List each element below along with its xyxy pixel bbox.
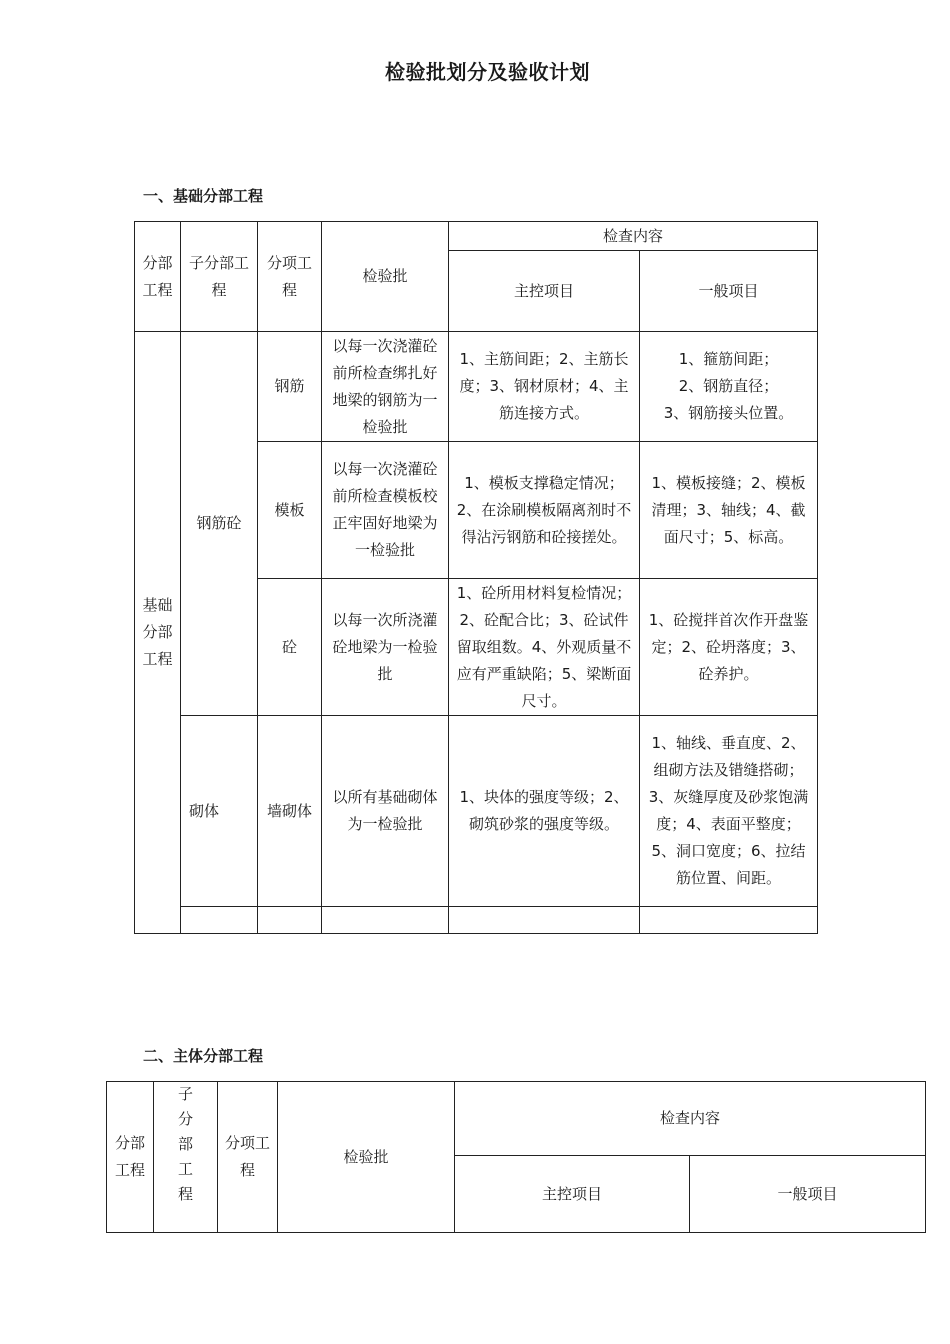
header-zifenbu-char: 工 [177,1160,193,1178]
header-fenxiang: 分项工程 [218,1082,278,1233]
empty-cell [258,907,322,934]
row-fenxiang: 模板 [258,442,322,579]
header-fenbu: 分部工程 [135,222,181,332]
empty-cell [181,907,258,934]
section-heading-main-structure: 二、主体分部工程 [143,1047,264,1065]
row-zhukong: 1、主筋间距；2、主筋长度；3、钢材原材；4、主筋连接方式。 [449,332,640,442]
header-zhukong: 主控项目 [449,251,640,332]
empty-cell [449,907,640,934]
header-zifenbu [154,1082,218,1233]
foundation-inspection-table [134,221,818,934]
header-jianyanpi: 检验批 [322,222,449,332]
section-heading-foundation: 一、基础分部工程 [143,187,264,205]
header-jiancha: 检查内容 [449,222,818,251]
header-fenbu: 分部工程 [107,1082,154,1233]
row-jianyanpi: 以每一次所浇灌砼地梁为一检验批 [322,579,449,716]
fenbu-value: 基础分部工程 [135,332,181,934]
row-fenxiang: 钢筋 [258,332,322,442]
row-jianyanpi: 以所有基础砌体为一检验批 [322,716,449,907]
row-yiban: 1、砼搅拌首次作开盘鉴定；2、砼坍落度；3、砼养护。 [640,579,818,716]
header-zifenbu-char: 部 [177,1135,193,1153]
row-zhukong: 1、模板支撑稳定情况；2、在涂刷模板隔离剂时不得沾污钢筋和砼接搓处。 [449,442,640,579]
zifenbu-rebar-concrete: 钢筋砼 [181,332,258,716]
header-fenxiang: 分项工程 [258,222,322,332]
header-zifenbu-char: 子 [177,1085,193,1103]
main-structure-inspection-table [106,1081,926,1233]
zifenbu-masonry: 砌体 [181,716,258,907]
header-jiancha: 检查内容 [455,1082,926,1156]
row-jianyanpi: 以每一次浇灌砼前所检查模板校正牢固好地梁为一检验批 [322,442,449,579]
header-zifenbu: 子分部工程 [181,222,258,332]
document-title: 检验批划分及验收计划 [385,60,590,84]
header-zifenbu-char: 分 [177,1110,193,1128]
row-zhukong: 1、块体的强度等级；2、砌筑砂浆的强度等级。 [449,716,640,907]
row-fenxiang: 砼 [258,579,322,716]
row-jianyanpi: 以每一次浇灌砼前所检查绑扎好地梁的钢筋为一检验批 [322,332,449,442]
header-zifenbu-char: 程 [177,1185,193,1203]
header-zhukong: 主控项目 [455,1156,690,1233]
empty-cell [322,907,449,934]
header-yiban: 一般项目 [690,1156,926,1233]
row-yiban: 1、箍筋间距； 2、钢筋直径； 3、钢筋接头位置。 [640,332,818,442]
header-yiban: 一般项目 [640,251,818,332]
row-yiban: 1、轴线、垂直度、2、组砌方法及错缝搭砌；3、灰缝厚度及砂浆饱满度；4、表面平整度；5、洞口宽度；6、拉结筋位置、间距。 [640,716,818,907]
empty-cell [640,907,818,934]
row-fenxiang: 墙砌体 [258,716,322,907]
row-yiban: 1、模板接缝；2、模板清理；3、轴线；4、截面尺寸；5、标高。 [640,442,818,579]
row-zhukong: 1、砼所用材料复检情况；2、砼配合比；3、砼试件留取组数。4、外观质量不应有严重缺陷；5、梁断面尺寸。 [449,579,640,716]
header-jianyanpi: 检验批 [278,1082,455,1233]
